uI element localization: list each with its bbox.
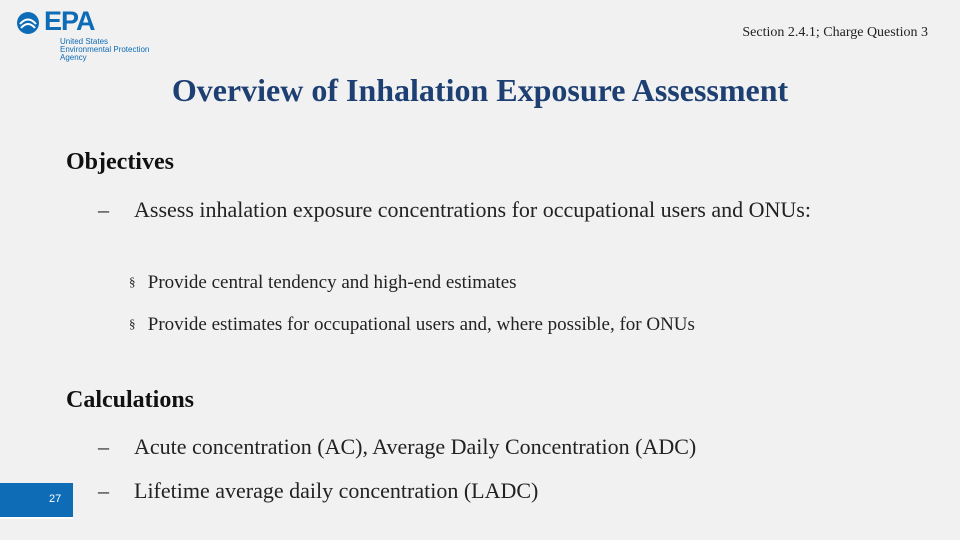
section-reference: Section 2.4.1; Charge Question 3 — [742, 25, 928, 40]
calculations-item-text: Lifetime average daily concentration (LADC) — [134, 478, 539, 503]
calculations-item-text: Acute concentration (AC), Average Daily Concentration (ADC) — [134, 434, 697, 459]
agency-line-2: Environmental Protection — [60, 45, 150, 54]
objectives-subitem — [129, 270, 517, 295]
epa-wordmark: EPA — [44, 6, 95, 36]
dash-marker: – — [98, 434, 109, 459]
calculations-heading: Calculations — [66, 387, 195, 413]
dash-marker: – — [98, 197, 109, 222]
dash-marker: – — [98, 478, 109, 503]
agency-line-3: Agency — [60, 53, 87, 62]
subitem-text: Provide estimates for occupational users and, where possible, for ONUs — [147, 314, 695, 335]
slide-title: Overview of Inhalation Exposure Assessment — [171, 72, 789, 108]
epa-logo — [16, 6, 166, 62]
objectives-item — [98, 195, 878, 225]
objectives-subitem — [129, 312, 695, 337]
calculations-item — [98, 432, 878, 462]
agency-line-1: United States — [60, 37, 109, 46]
calculations-item — [98, 476, 878, 506]
subitem-text: Provide central tendency and high-end estimates — [147, 272, 517, 293]
epa-flower-icon — [16, 11, 40, 35]
page-number: 27 — [49, 493, 62, 505]
objectives-heading: Objectives — [66, 149, 174, 175]
objectives-item-text: Assess inhalation exposure concentrations for occupational users and ONUs: — [134, 197, 811, 222]
page-number-box — [0, 483, 73, 519]
square-bullet-icon: § — [129, 274, 136, 289]
square-bullet-icon: § — [129, 316, 136, 331]
